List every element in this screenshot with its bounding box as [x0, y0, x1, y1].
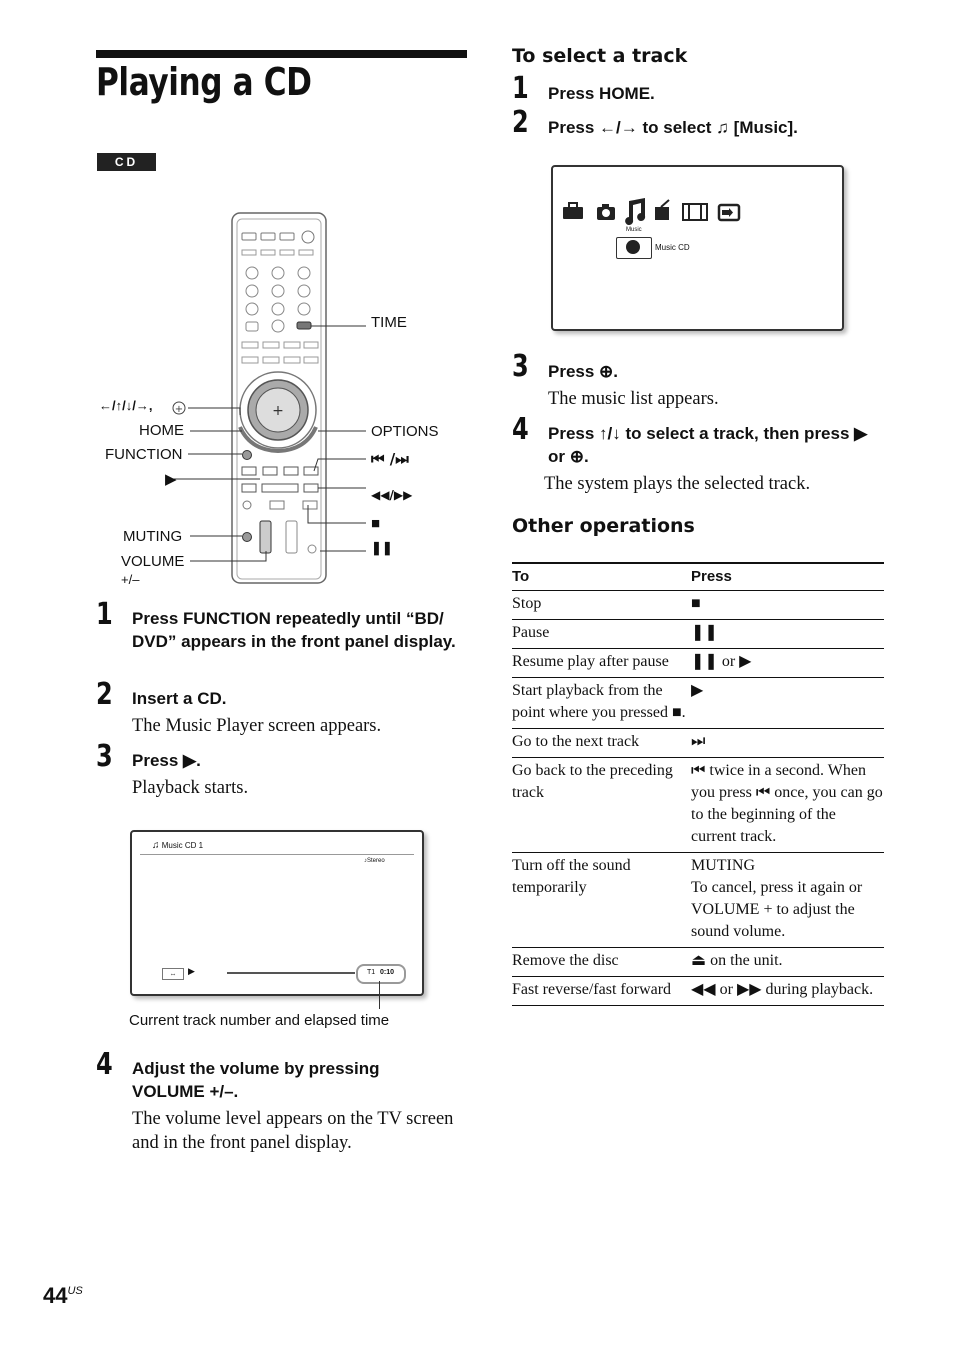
table-row: Turn off the sound temporarily MUTING To cancel, press it again or VOLUME + to adjust the sound volume.	[512, 853, 884, 948]
step-number: 2	[512, 105, 529, 140]
step-instruction: Press ↑/↓ to select a track, then press ▶ or ⊕.	[548, 424, 868, 466]
step-number: 3	[96, 739, 113, 774]
table-row: Go back to the preceding track ⏮ twice in a second. When you press ⏮ once, you can go to the beginning of the current track.	[512, 758, 884, 853]
step-number: 2	[96, 677, 113, 712]
disc-icon	[626, 240, 640, 254]
page-title: Playing a CD	[96, 60, 312, 104]
step-result: Playback starts.	[132, 778, 249, 798]
step-instruction: Adjust the volume by pressing VOLUME +/–.	[132, 1059, 380, 1101]
volume-rocker	[260, 521, 271, 553]
section-heading-select-track: To select a track	[512, 45, 688, 67]
label-play-icon: ▶	[165, 471, 177, 488]
step-number: 3	[512, 349, 529, 384]
label-stop: ■	[371, 515, 381, 532]
step-instruction: Press ←/→ to select ♫ [Music].	[548, 118, 798, 137]
label-volume-pm: +/–	[121, 572, 140, 587]
table-row: Remove the disc ⏏ on the unit.	[512, 948, 884, 977]
label-pause: ❚❚	[371, 540, 393, 555]
label-arrows: ←/↑/↓/→,	[99, 398, 153, 413]
radio-icon	[655, 207, 669, 220]
category-icons	[561, 197, 751, 225]
step-result: The system plays the selected track.	[544, 474, 811, 494]
label-function: FUNCTION	[105, 446, 183, 463]
step-result: The volume level appears on the TV screen and in the front panel display.	[132, 1109, 454, 1153]
video-icon	[683, 204, 707, 220]
music-note-icon: ♫	[152, 840, 160, 851]
step-instruction: Press FUNCTION repeatedly until “BD/ DVD” appears in the front panel display.	[132, 609, 456, 651]
label-prev-next: ⏮ /⏭	[371, 450, 409, 468]
repeat-icon: ⇔	[162, 968, 184, 980]
label-options: OPTIONS	[371, 423, 439, 440]
table-row: Go to the next track ⏭	[512, 729, 884, 758]
table-row: Resume play after pause ❚❚ or ▶	[512, 649, 884, 678]
elapsed-time: 0:10	[380, 969, 395, 976]
table-row: Pause ❚❚	[512, 620, 884, 649]
time-button	[297, 322, 311, 329]
operations-table	[512, 562, 884, 1006]
step-instruction: Press ▶.	[132, 751, 201, 770]
title-rule	[96, 50, 467, 58]
column-header-to: To	[512, 563, 691, 591]
caption-leader	[379, 981, 380, 1009]
label-rew-ff: ◀◀/▶▶	[371, 488, 413, 502]
step-instruction: Insert a CD.	[132, 689, 227, 708]
music-icon	[625, 198, 645, 225]
step-result: The music list appears.	[548, 389, 719, 409]
item-label: Music CD	[655, 243, 690, 252]
label-volume: VOLUME	[121, 553, 185, 570]
table-row: Start playback from the point where you pressed ■. ▶	[512, 678, 884, 729]
step-number: 1	[512, 71, 529, 106]
table-row: Fast reverse/fast forward ◀◀ or ▶▶ during playback.	[512, 977, 884, 1006]
disc-item[interactable]	[616, 237, 652, 259]
track-number: T1	[367, 969, 376, 976]
progress-bar	[227, 972, 355, 974]
step-result: The Music Player screen appears.	[132, 716, 382, 736]
table-row: Stop ■	[512, 591, 884, 620]
section-heading-other-operations: Other operations	[512, 515, 695, 537]
svg-text:+: +	[174, 404, 184, 415]
step-instruction: Press ⊕.	[548, 362, 619, 381]
stereo-indicator: ♪Stereo	[364, 858, 385, 864]
step-number: 4	[96, 1047, 113, 1082]
music-player-screen	[130, 830, 424, 996]
column-header-press: Press	[691, 563, 884, 591]
page-number: $44^{US}$	[43, 1283, 83, 1308]
label-muting: MUTING	[123, 528, 183, 545]
play-status-icon: ▶	[188, 966, 195, 976]
step-number: 4	[512, 412, 529, 447]
player-header: ♫ Music CD 1	[152, 840, 204, 851]
speaker-icon: ♪	[364, 858, 367, 864]
cd-badge: CD	[97, 153, 156, 171]
step-instruction: Press HOME.	[548, 84, 655, 103]
label-home: HOME	[139, 422, 184, 439]
table-header-row	[512, 563, 884, 591]
step-number: 1	[96, 597, 113, 632]
player-caption: Current track number and elapsed time	[129, 1012, 390, 1029]
label-time: TIME	[371, 314, 407, 331]
category-label: Music	[626, 227, 642, 233]
svg-text:+: +	[272, 403, 284, 419]
home-menu-screen	[551, 165, 844, 331]
